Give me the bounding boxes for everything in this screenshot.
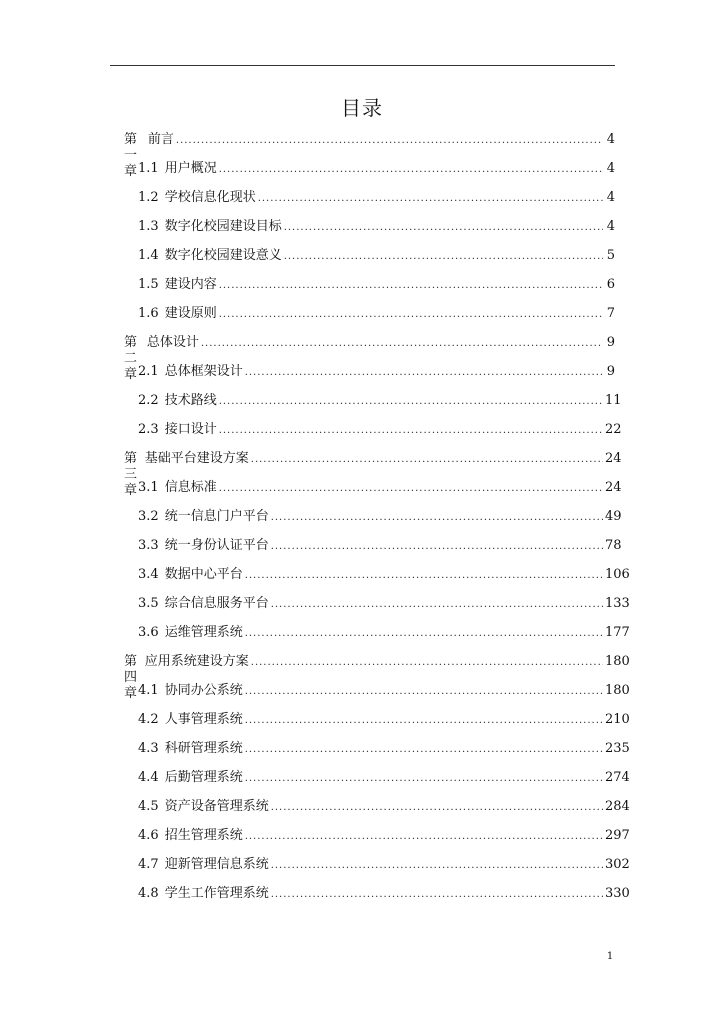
toc-dot-leader bbox=[251, 452, 603, 468]
toc-section-entry[interactable] bbox=[124, 306, 615, 335]
toc-entry-page: 4 bbox=[606, 132, 615, 147]
toc-entry-label: 基础平台建设方案 bbox=[144, 451, 249, 466]
toc-entry-number: 4.2 bbox=[138, 712, 159, 727]
toc-entry-number: 第三章 bbox=[124, 451, 138, 498]
toc-entry-page: 330 bbox=[605, 886, 630, 901]
toc-section-entry[interactable] bbox=[124, 596, 630, 625]
toc-entry-number: 1.4 bbox=[138, 248, 159, 263]
toc-dot-leader bbox=[219, 307, 603, 323]
toc-section-entry[interactable] bbox=[124, 161, 615, 190]
toc-entry-label: 前言 bbox=[147, 132, 174, 147]
toc-entry-label: 学生工作管理系统 bbox=[164, 886, 269, 901]
toc-dot-leader bbox=[271, 597, 603, 613]
toc-entry-number: 4.8 bbox=[138, 886, 159, 901]
toc-section-entry[interactable] bbox=[124, 538, 622, 567]
toc-dot-leader bbox=[245, 742, 603, 758]
toc-section-entry[interactable] bbox=[124, 828, 630, 857]
toc-section-entry[interactable] bbox=[124, 190, 615, 219]
toc-dot-leader bbox=[271, 539, 603, 555]
toc-entry-number: 2.1 bbox=[138, 364, 159, 379]
toc-entry-page: 11 bbox=[605, 393, 622, 408]
toc-entry-page: 5 bbox=[606, 248, 615, 263]
toc-dot-leader bbox=[271, 858, 603, 874]
toc-entry-page: 235 bbox=[605, 741, 630, 756]
toc-section-entry[interactable] bbox=[124, 741, 630, 770]
toc-entry-label: 迎新管理信息系统 bbox=[164, 857, 269, 872]
toc-entry-label: 协同办公系统 bbox=[164, 683, 243, 698]
toc-dot-leader bbox=[201, 336, 603, 352]
toc-section-entry[interactable] bbox=[124, 509, 622, 538]
toc-entry-label: 技术路线 bbox=[164, 393, 217, 408]
toc-dot-leader bbox=[245, 568, 603, 584]
toc-dot-leader bbox=[245, 626, 603, 642]
toc-dot-leader bbox=[219, 394, 603, 410]
toc-entry-page: 7 bbox=[606, 306, 615, 321]
toc-entry-number: 3.1 bbox=[138, 480, 159, 495]
toc-entry-number: 4.1 bbox=[138, 683, 159, 698]
toc-entry-page: 106 bbox=[605, 567, 630, 582]
toc-entry-label: 建设原则 bbox=[164, 306, 217, 321]
toc-entry-number: 4.6 bbox=[138, 828, 159, 843]
toc-dot-leader bbox=[219, 278, 603, 294]
toc-entry-number: 1.5 bbox=[138, 277, 159, 292]
toc-entry-label: 用户概况 bbox=[164, 161, 217, 176]
toc-dot-leader bbox=[245, 365, 603, 381]
toc-entry-label: 总体框架设计 bbox=[164, 364, 243, 379]
toc-entry-label: 科研管理系统 bbox=[164, 741, 243, 756]
toc-section-entry[interactable] bbox=[124, 886, 630, 915]
toc-entry-page: 297 bbox=[605, 828, 630, 843]
header-rule bbox=[110, 65, 615, 66]
toc-entry-label: 数字化校园建设目标 bbox=[164, 219, 282, 234]
toc-section-entry[interactable] bbox=[124, 567, 630, 596]
toc-dot-leader bbox=[245, 684, 603, 700]
toc-entry-label: 建设内容 bbox=[164, 277, 217, 292]
toc-dot-leader bbox=[219, 423, 603, 439]
toc-section-entry[interactable] bbox=[124, 422, 622, 451]
toc-entry-page: 274 bbox=[605, 770, 630, 785]
toc-section-entry[interactable] bbox=[124, 683, 630, 712]
toc-entry-page: 49 bbox=[605, 509, 622, 524]
toc-entry-label: 数据中心平台 bbox=[164, 567, 243, 582]
toc-entry-label: 综合信息服务平台 bbox=[164, 596, 269, 611]
toc-entry-page: 180 bbox=[605, 654, 630, 669]
toc-entry-page: 4 bbox=[606, 219, 615, 234]
toc-entry-label: 运维管理系统 bbox=[164, 625, 243, 640]
toc-dot-leader bbox=[245, 771, 603, 787]
toc-dot-leader bbox=[251, 655, 603, 671]
toc-entry-number: 3.4 bbox=[138, 567, 159, 582]
footer-page-number: 1 bbox=[606, 951, 614, 962]
toc-section-entry[interactable] bbox=[124, 219, 615, 248]
toc-entry-number: 2.2 bbox=[138, 393, 159, 408]
toc-entry-number: 第二章 bbox=[124, 335, 138, 382]
toc-list bbox=[124, 132, 630, 915]
toc-entry-label: 数字化校园建设意义 bbox=[164, 248, 282, 263]
toc-section-entry[interactable] bbox=[124, 770, 630, 799]
toc-dot-leader bbox=[284, 220, 603, 236]
toc-entry-page: 22 bbox=[605, 422, 622, 437]
toc-entry-label: 统一信息门户平台 bbox=[164, 509, 269, 524]
toc-entry-label: 资产设备管理系统 bbox=[164, 799, 269, 814]
toc-dot-leader bbox=[245, 713, 603, 729]
toc-entry-page: 133 bbox=[605, 596, 630, 611]
toc-dot-leader bbox=[219, 162, 603, 178]
toc-entry-number: 3.3 bbox=[138, 538, 159, 553]
toc-entry-page: 24 bbox=[605, 480, 622, 495]
toc-section-entry[interactable] bbox=[124, 857, 630, 886]
toc-dot-leader bbox=[271, 800, 603, 816]
toc-entry-number: 3.2 bbox=[138, 509, 159, 524]
toc-entry-label: 招生管理系统 bbox=[164, 828, 243, 843]
toc-entry-number: 1.2 bbox=[138, 190, 159, 205]
toc-entry-label: 统一身份认证平台 bbox=[164, 538, 269, 553]
toc-entry-number: 1.3 bbox=[138, 219, 159, 234]
toc-entry-label: 人事管理系统 bbox=[164, 712, 243, 727]
toc-dot-leader bbox=[219, 481, 603, 497]
toc-entry-number: 第一章 bbox=[124, 132, 138, 179]
toc-entry-number: 3.5 bbox=[138, 596, 159, 611]
toc-section-entry[interactable] bbox=[124, 277, 615, 306]
toc-entry-number: 4.3 bbox=[138, 741, 159, 756]
toc-entry-label: 接口设计 bbox=[164, 422, 217, 437]
toc-entry-label: 应用系统建设方案 bbox=[144, 654, 249, 669]
toc-entry-page: 4 bbox=[606, 190, 615, 205]
toc-entry-page: 4 bbox=[606, 161, 615, 176]
toc-dot-leader bbox=[245, 829, 603, 845]
toc-entry-page: 302 bbox=[605, 857, 630, 872]
toc-section-entry[interactable] bbox=[124, 712, 630, 741]
toc-dot-leader bbox=[176, 133, 603, 149]
toc-section-entry[interactable] bbox=[124, 480, 622, 509]
toc-entry-page: 177 bbox=[605, 625, 630, 640]
toc-entry-page: 210 bbox=[605, 712, 630, 727]
toc-entry-number: 4.4 bbox=[138, 770, 159, 785]
toc-entry-label: 总体设计 bbox=[146, 335, 199, 350]
toc-entry-page: 24 bbox=[605, 451, 622, 466]
toc-entry-number: 第四章 bbox=[124, 654, 138, 701]
toc-entry-page: 9 bbox=[606, 335, 615, 350]
toc-dot-leader bbox=[258, 191, 603, 207]
toc-entry-page: 9 bbox=[606, 364, 615, 379]
toc-dot-leader bbox=[284, 249, 603, 265]
toc-section-entry[interactable] bbox=[124, 799, 630, 828]
toc-entry-page: 6 bbox=[606, 277, 615, 292]
toc-entry-number: 4.5 bbox=[138, 799, 159, 814]
toc-entry-number: 3.6 bbox=[138, 625, 159, 640]
toc-entry-label: 学校信息化现状 bbox=[164, 190, 256, 205]
toc-entry-label: 信息标准 bbox=[164, 480, 217, 495]
toc-entry-page: 180 bbox=[605, 683, 630, 698]
toc-entry-number: 4.7 bbox=[138, 857, 159, 872]
toc-entry-label: 后勤管理系统 bbox=[164, 770, 243, 785]
toc-dot-leader bbox=[271, 510, 603, 526]
toc-entry-page: 284 bbox=[605, 799, 630, 814]
toc-dot-leader bbox=[271, 887, 603, 903]
toc-section-entry[interactable] bbox=[124, 625, 630, 654]
toc-section-entry[interactable] bbox=[124, 248, 615, 277]
toc-entry-number: 1.1 bbox=[138, 161, 159, 176]
page-title: 目录 bbox=[341, 96, 383, 120]
toc-entry-page: 78 bbox=[605, 538, 622, 553]
toc-section-entry[interactable] bbox=[124, 393, 622, 422]
toc-entry-number: 2.3 bbox=[138, 422, 159, 437]
toc-entry-number: 1.6 bbox=[138, 306, 159, 321]
toc-section-entry[interactable] bbox=[124, 364, 615, 393]
